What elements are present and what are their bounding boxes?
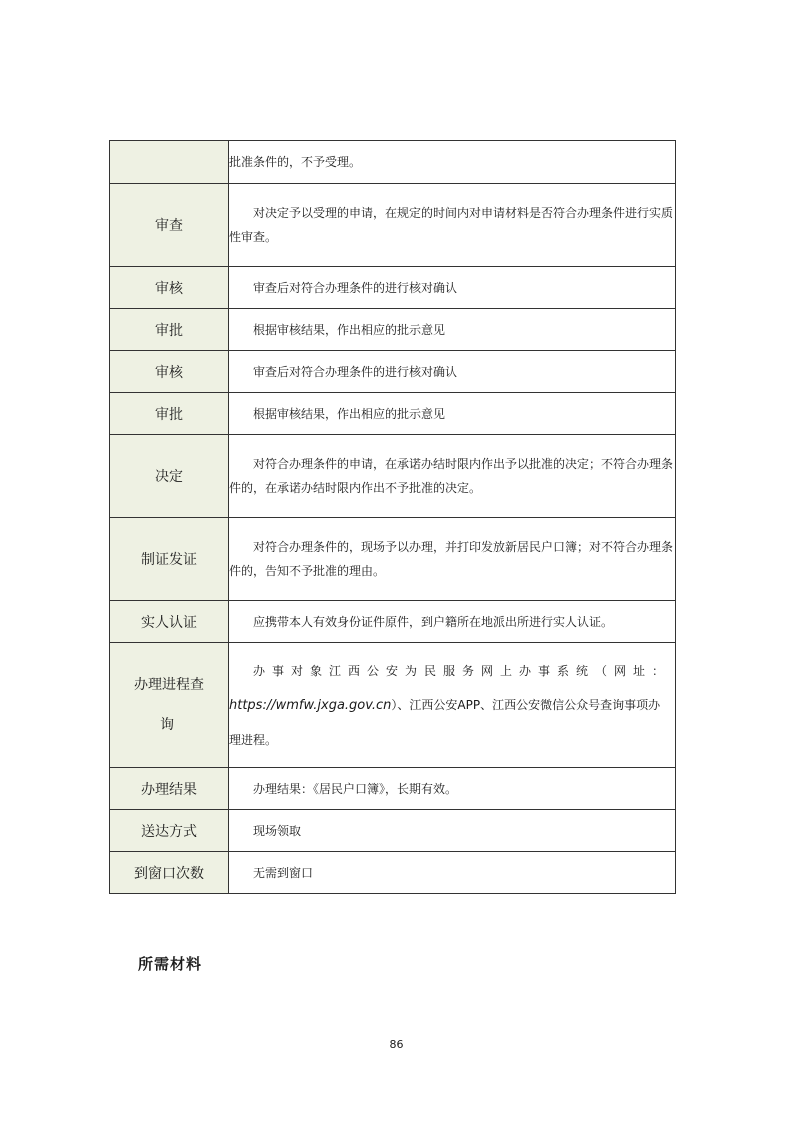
procedure-table	[109, 140, 676, 894]
row-content: 根据审核结果，作出相应的批示意见	[229, 309, 676, 351]
row-label	[110, 141, 229, 184]
table-row	[110, 267, 676, 309]
table-row	[110, 601, 676, 643]
table-row	[110, 643, 676, 768]
row-label: 审核	[110, 351, 229, 393]
row-label: 送达方式	[110, 810, 229, 852]
row-content	[229, 643, 676, 768]
row-content: 根据审核结果，作出相应的批示意见	[229, 393, 676, 435]
row-content: 现场领取	[229, 810, 676, 852]
row-content: 批准条件的，不予受理。	[229, 141, 676, 184]
row-label-line: 询	[160, 717, 174, 733]
row-label: 到窗口次数	[110, 852, 229, 894]
row-content: 对符合办理条件的申请，在承诺办结时限内作出予以批准的决定；不符合办理条件的，在承诺办结时限内作出不予批准的决定。	[229, 435, 676, 518]
table-row	[110, 518, 676, 601]
row-label: 审查	[110, 184, 229, 267]
row-label: 制证发证	[110, 518, 229, 601]
content-line: 办事对象江西公安为民服务网上办事系统（网址：	[253, 663, 672, 678]
row-content: 对决定予以受理的申请，在规定的时间内对申请材料是否符合办理条件进行实质性审查。	[229, 184, 676, 267]
table-row	[110, 435, 676, 518]
section-title: 所需材料	[138, 955, 203, 973]
row-content: 对符合办理条件的，现场予以办理，并打印发放新居民户口簿；对不符合办理条件的，告知不予批准的理由。	[229, 518, 676, 601]
table-row	[110, 351, 676, 393]
page-number: 86	[389, 1038, 404, 1051]
content-line: 理进程。	[229, 732, 278, 747]
row-content: 审查后对符合办理条件的进行核对确认	[229, 351, 676, 393]
table-row	[110, 393, 676, 435]
table-row	[110, 309, 676, 351]
row-label: 办理结果	[110, 768, 229, 810]
row-content: 应携带本人有效身份证件原件，到户籍所在地派出所进行实人认证。	[229, 601, 676, 643]
url-link[interactable]: https://wmfw.jxga.gov.cn	[229, 697, 392, 713]
row-content: 审查后对符合办理条件的进行核对确认	[229, 267, 676, 309]
table-row	[110, 810, 676, 852]
row-label: 实人认证	[110, 601, 229, 643]
table-row	[110, 852, 676, 894]
row-content: 无需到窗口	[229, 852, 676, 894]
table-row	[110, 184, 676, 267]
row-label: 审核	[110, 267, 229, 309]
row-label	[110, 643, 229, 768]
row-label: 审批	[110, 309, 229, 351]
table-row	[110, 768, 676, 810]
row-label: 审批	[110, 393, 229, 435]
row-label-line: 办理进程查	[134, 677, 204, 693]
row-content: 办理结果：《居民户口簿》，长期有效。	[229, 768, 676, 810]
row-label: 决定	[110, 435, 229, 518]
table-row	[110, 141, 676, 184]
content-line: https://wmfw.jxga.gov.cn）、江西公安APP、江西公安微信公众号查询事项办	[229, 697, 661, 713]
